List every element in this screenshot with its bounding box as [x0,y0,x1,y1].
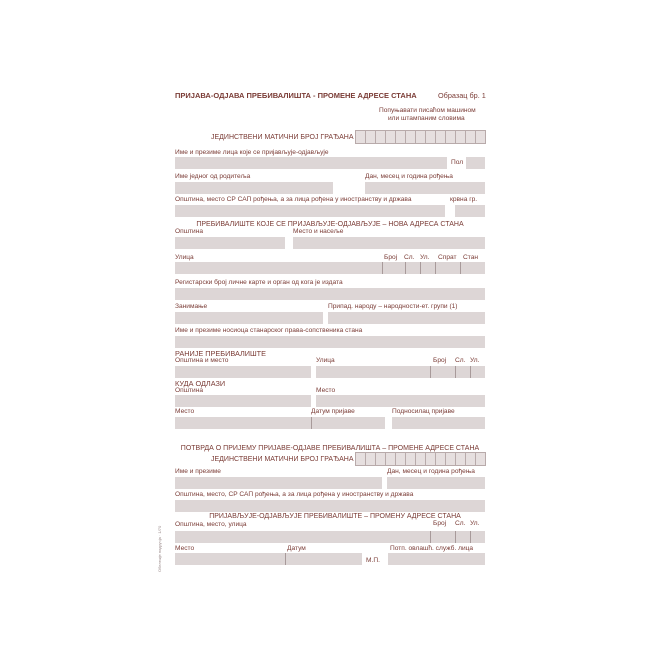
dob-field[interactable] [365,182,485,194]
label: Потп. овлашћ. служб. лица [390,545,474,552]
label: Сл. [455,357,466,364]
id-card-field[interactable] [175,288,485,300]
label: Припад. народу – народности-ет. групи (1) [328,303,458,310]
label: Датум пријаве [311,408,355,415]
signature-field[interactable] [388,553,485,565]
sex-field[interactable] [466,157,485,169]
label: Улица [316,357,335,364]
label: Занимање [175,303,208,310]
form-number: Образац бр. 1 [438,91,486,100]
label: Број [433,357,447,364]
jmbg-boxes[interactable] [355,130,486,144]
section-heading: ПОТВРДА О ПРИЈЕМУ ПРИЈАВЕ-ОДЈАВЕ ПРЕБИВАЛИШТА – ПРОМЕНЕ АДРЕСЕ СТАНА [180,445,480,452]
section-heading: КУДА ОДЛАЗИ [175,379,226,388]
label: Регистарски број личне карте и орган од кога је издата [175,279,343,286]
applicant-field[interactable] [392,417,485,429]
name-field[interactable] [175,157,447,169]
label: Општина, место СР САП рођења, а за лица рођена у иностранству и држава [175,196,412,203]
section-heading: РАНИЈЕ ПРЕБИВАЛИШТЕ [175,349,267,358]
label: Име и презиме лица које се пријављује-одјављује [175,149,329,156]
label: Општина, место, СР САП рођења, а за лица рођена у иностранству и држава [175,491,414,498]
label: Име једног од родитеља [175,173,251,180]
label: Општина [175,228,204,235]
occupation-field[interactable] [175,312,323,324]
jmbg-label: ЈЕДИНСТВЕНИ МАТИЧНИ БРОЈ ГРАЂАНА [211,134,354,141]
parent-field[interactable] [175,182,333,194]
label: Место [316,387,336,394]
label: Пол [451,159,464,166]
label: Место [175,408,195,415]
municipality-field[interactable] [175,237,285,249]
label: Општина, место, улица [175,521,247,528]
label: Подносилац пријаве [392,408,455,415]
label: Улица [175,254,194,261]
label: Општина и место [175,357,229,364]
label: крвна гр. [450,196,478,203]
dob-field[interactable] [387,477,485,489]
label: Име и презиме [175,468,221,475]
owner-field[interactable] [175,336,485,348]
jmbg-boxes[interactable] [355,452,486,466]
label: Сл. [404,254,415,261]
form-title: ПРИЈАВА-ОДЈАВА ПРЕБИВАЛИШТА - ПРОМЕНЕ АДРЕСЕ СТАНА [175,91,417,100]
section-heading: ПРЕБИВАЛИШТЕ КОЈЕ СЕ ПРИЈАВЉУЈЕ-ОДЈАВЉУЈЕ – НОВА АДРЕСА СТАНА [196,221,464,228]
side-note: Обележје подручја · 1/70 [157,525,162,572]
label: Спрат [438,254,457,261]
instruction: Попуњавати писаћом машином [379,107,476,114]
label: Ул. [420,254,430,261]
label: Име и презиме носиоца станарског права-сопственика стана [175,327,363,334]
prev-street-field[interactable] [316,366,485,378]
going-municipality-field[interactable] [175,395,311,407]
birthplace-field[interactable] [175,500,485,512]
label: Стан [463,254,479,261]
label: Дан, месец и година рођења [365,173,453,180]
instruction: или штампаним словима [388,115,465,122]
address-field[interactable] [175,531,485,543]
label: Дан, месец и година рођења [387,468,475,475]
label: Место и насеље [293,228,344,235]
label: Ул. [470,357,480,364]
place-field[interactable] [293,237,485,249]
name-field[interactable] [175,477,382,489]
label: Датум [287,545,306,552]
label: Број [433,520,447,527]
label: Место [175,545,195,552]
label: Општина [175,387,204,394]
nationality-field[interactable] [328,312,485,324]
street-field[interactable] [175,262,485,274]
place-date-field[interactable] [175,417,385,429]
label: Сл. [455,520,466,527]
label: Ул. [470,520,480,527]
stamp-label: М.П. [366,557,380,564]
blood-field[interactable] [455,205,485,217]
place-date-field[interactable] [175,553,362,565]
jmbg-label: ЈЕДИНСТВЕНИ МАТИЧНИ БРОЈ ГРАЂАНА [211,456,354,463]
birthplace-field[interactable] [175,205,445,217]
going-place-field[interactable] [316,395,485,407]
section-heading: ПРИЈАВЉУЈЕ-ОДЈАВЉУЈЕ ПРЕБИВАЛИШТЕ – ПРОМЕНУ АДРЕСЕ СТАНА [209,513,461,520]
label: Број [384,254,398,261]
prev-place-field[interactable] [175,366,311,378]
